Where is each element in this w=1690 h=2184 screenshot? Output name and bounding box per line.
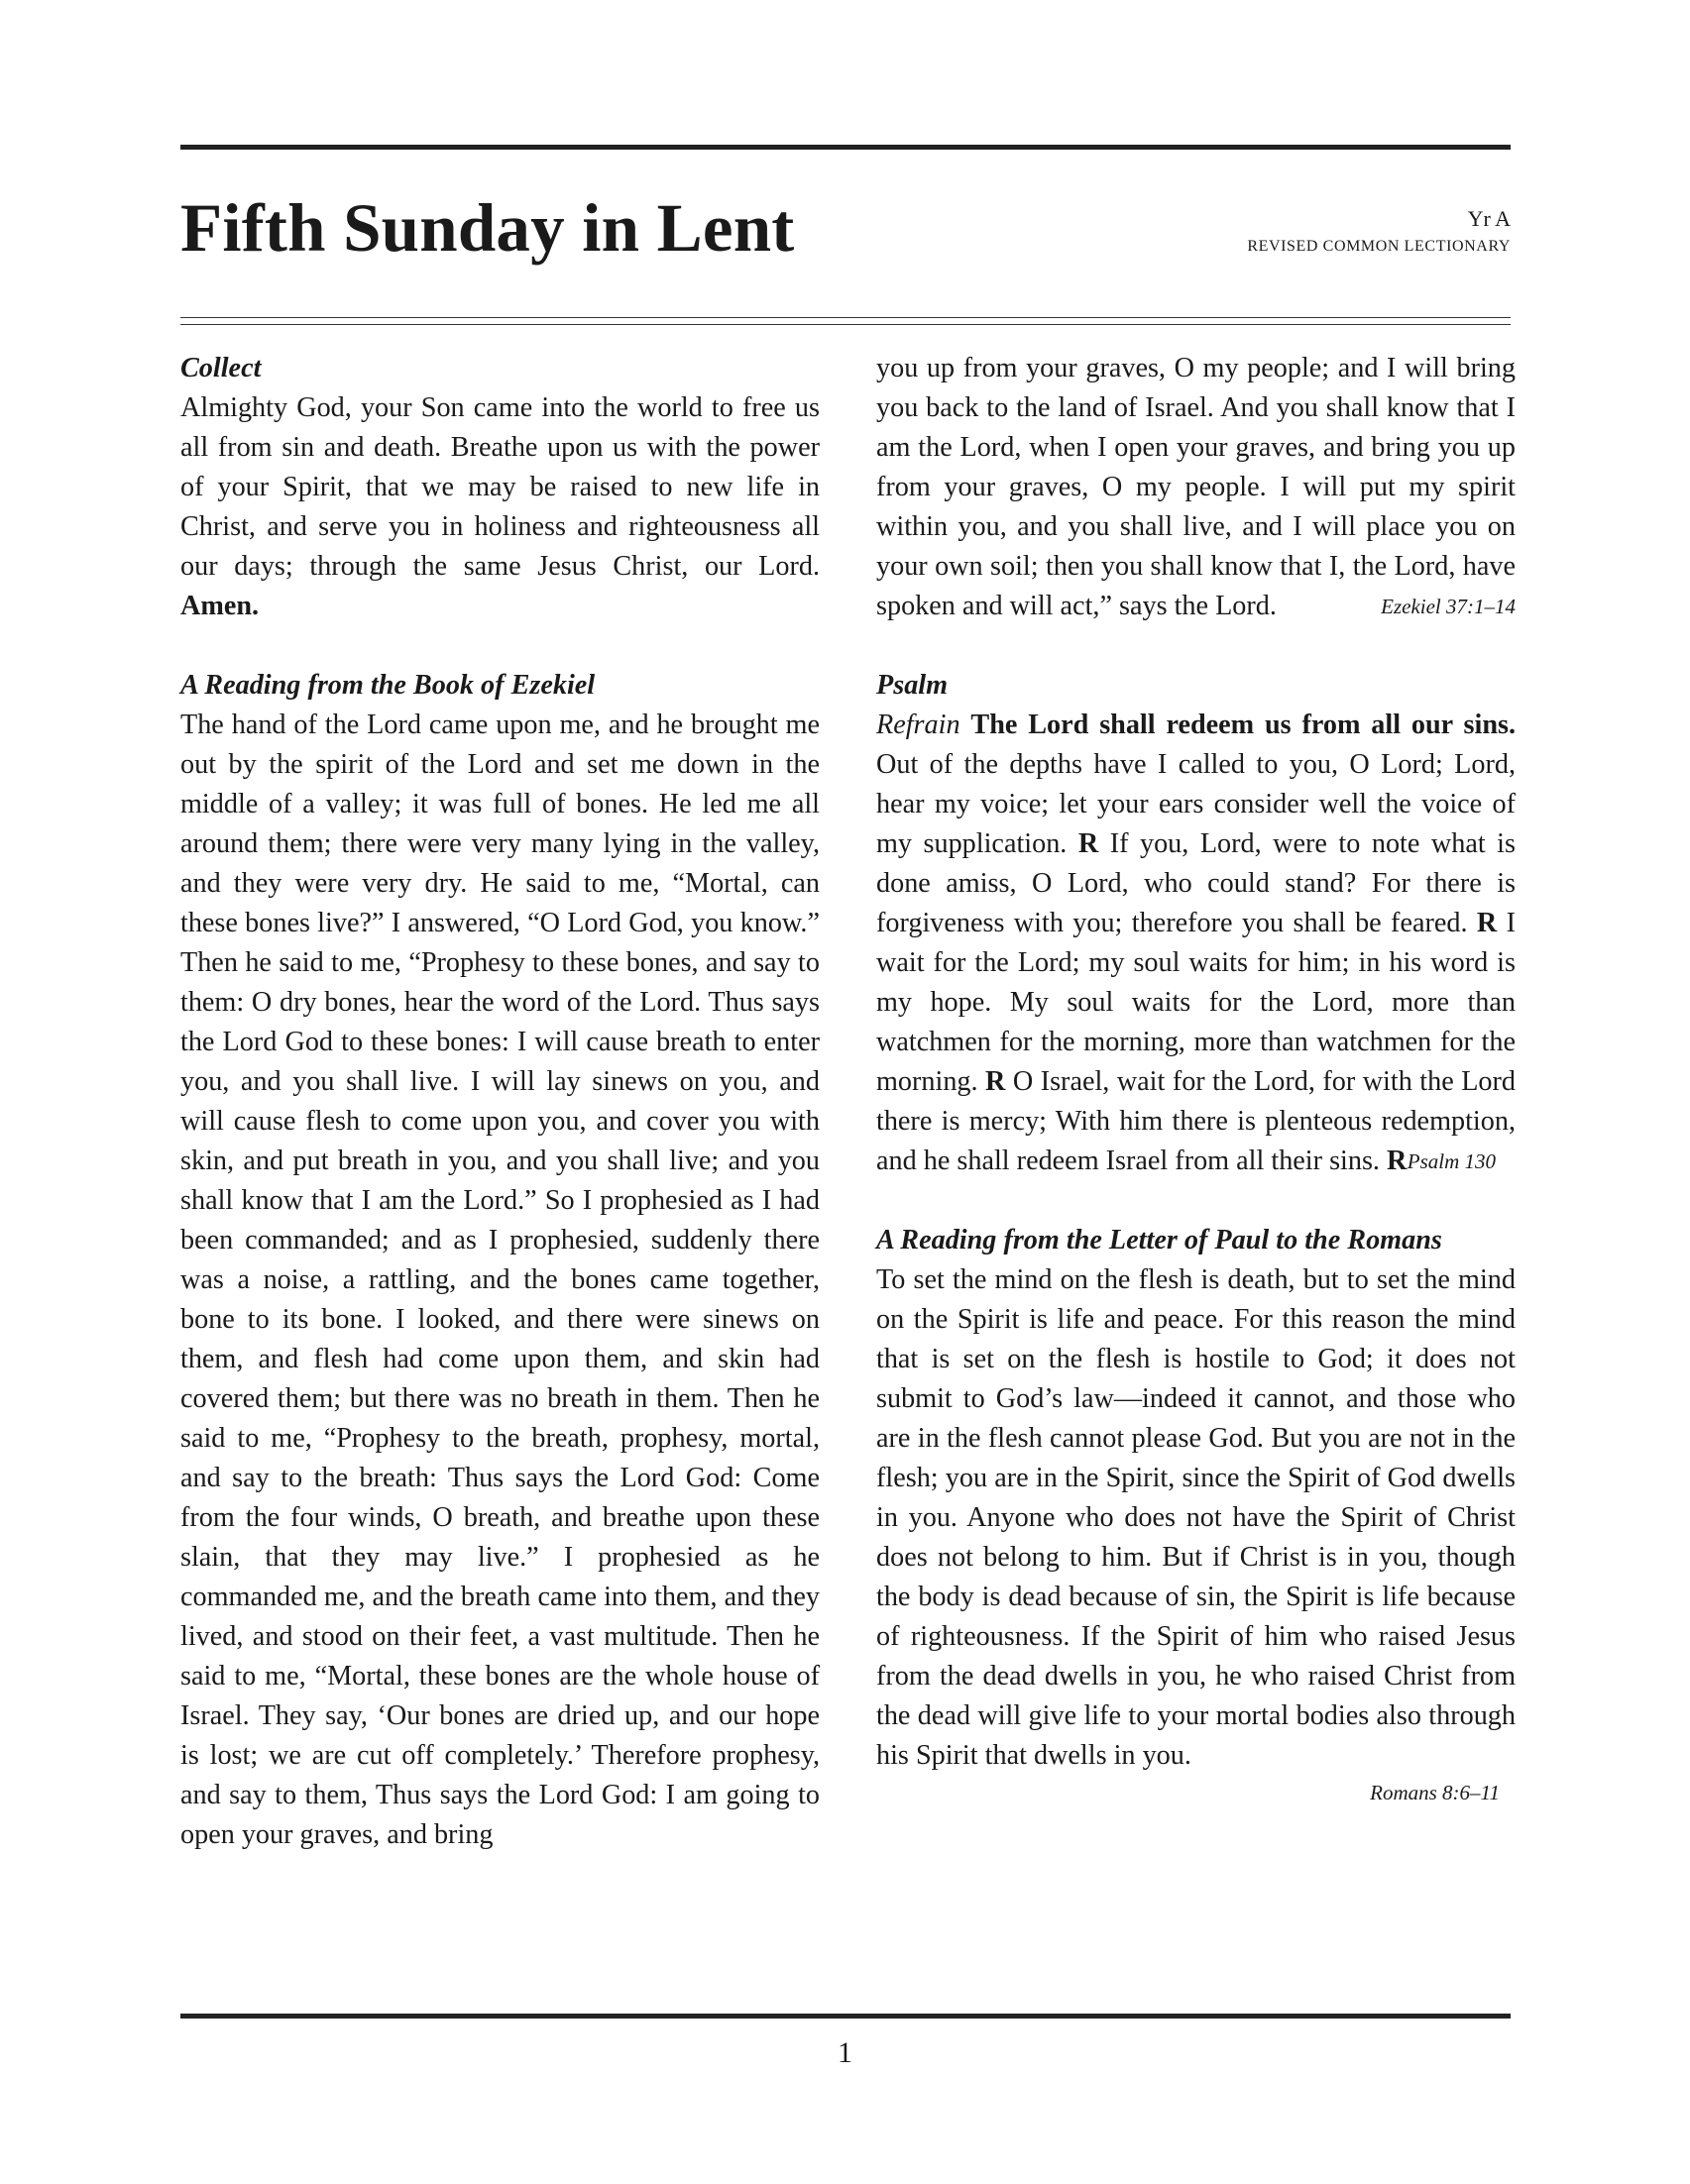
refrain-marker: R (1387, 1146, 1408, 1176)
refrain-marker: R (985, 1066, 1006, 1097)
psalm-heading: Psalm (876, 670, 949, 701)
collect-body: Almighty God, your Son came into the world to free us all from sin and death. Breathe upon us with the power of your Spirit, that we may be raised to new life in Christ, and serve you in holiness and righteousness all our days; through the same Jesus Christ, our Lord. (180, 392, 820, 582)
refrain-marker: R (1476, 908, 1498, 938)
psalm-citation: Psalm 130 (1407, 1149, 1496, 1173)
romans-citation: Romans 8:6–11 (1370, 1781, 1500, 1804)
ezekiel-text-left: The hand of the Lord came upon me, and he brought me out by the spirit of the Lord and set me down in the middle of a valley; it was full of bones. He led me all around them; there were very many lying in the valley, and they were very dry. He said to me, “Mortal, can these bones live?” I answered, “O Lord God, you know.” Then he said to me, “Prophesy to these bones, and say to them: O dry bones, hear the word of the Lord. Thus says the Lord God to these bones: I will cause breath to enter you, and you shall live. I will lay sinews on you, and will cause flesh to come upon you, and cover you with skin, and put breath in you, and you shall live; and you shall know that I am the Lord.” So I prophesied as I had been commanded; and as I prophesied, suddenly there was a noise, a rattling, and the bones came together, bone to its bone. I looked, and there were sinews on them, and flesh had come upon them, and skin had covered them; but there was no breath in them. Then he said to me, “Prophesy to the breath, prophesy, mortal, and say to the breath: Thus says the Lord God: Come from the four winds, O breath, and breathe upon these slain, that they may live.” I prophesied as he commanded me, and the breath came into them, and they lived, and stood on their feet, a vast multitude. Then he said to me, “Mortal, these bones are the whole house of Israel. They say, ‘Our bones are dried up, and our hope is lost; we are cut off completely.’ Therefore prophesy, and say to them, Thus says the Lord God: I am going to open your graves, and bring (180, 710, 820, 1850)
romans-heading: A Reading from the Letter of Paul to the Romans (876, 1225, 1442, 1256)
psalm-verse: I wait for the Lord; my soul waits for him; in his word is my hope. My soul waits for the Lord, more than watchmen for the morning, more than watchmen for the morning. (876, 908, 1516, 1097)
refrain-marker: R (1077, 828, 1099, 859)
page-title: Fifth Sunday in Lent (180, 190, 795, 266)
psalm-verse: Out of the depths have I called to you, O Lord; Lord, hear my voice; let your ears consider well the voice of my supplication. (876, 749, 1516, 859)
collect-heading: Collect (180, 353, 262, 383)
section-gap (876, 1181, 1516, 1221)
psalm-text (876, 706, 1516, 1181)
right-column (876, 349, 1516, 1809)
refrain-text: The Lord shall redeem us from all our sins. (970, 710, 1517, 740)
section-gap (180, 626, 820, 666)
header-double-rule (180, 317, 1511, 325)
bottom-rule (180, 2014, 1511, 2019)
psalm-verse: If you, Lord, were to note what is done amiss, O Lord, who could stand? For there is forgiveness with you; therefore you shall be feared. (876, 828, 1516, 938)
section-gap (876, 626, 1516, 666)
year-label: Yr A (1467, 206, 1511, 231)
ezekiel-text-right (876, 349, 1516, 626)
header-meta (1247, 204, 1511, 260)
collect-amen: Amen. (180, 591, 260, 621)
ezekiel-citation: Ezekiel 37:1–14 (1381, 595, 1516, 618)
top-rule (180, 145, 1511, 150)
romans-text: To set the mind on the flesh is death, but to set the mind on the Spirit is life and peace. For this reason the mind that is set on the flesh is hostile to God; it does not submit to God’s law—indeed it cannot, and those who are in the flesh cannot please God. But you are not in the flesh; you are in the Spirit, since the Spirit of God dwells in you. Anyone who does not have the Spirit of Christ does not belong to him. But if Christ is in you, though the body is dead because of sin, the Spirit is life because of righteousness. If the Spirit of him who raised Jesus from the dead dwells in you, he who raised Christ from the dead will give life to your mortal bodies also through his Spirit that dwells in you. (876, 1264, 1516, 1771)
collect-text (180, 388, 820, 626)
page-number: 1 (838, 2036, 852, 2069)
refrain-label: Refrain (876, 710, 960, 740)
ezekiel-continued: you up from your graves, O my people; and I will bring you back to the land of Israel. And you shall know that I am the Lord, when I open your graves, and bring you up from your graves, O my people. I will put my spirit within you, and you shall live, and I will place you on your own soil; then you shall know that I, the Lord, have spoken and will act,” says the Lord. (876, 353, 1516, 621)
psalm-verse: O Israel, wait for the Lord, for with the Lord there is mercy; With him there is plenteous redemption, and he shall redeem Israel from all their sins. (876, 1066, 1516, 1176)
ezekiel-heading: A Reading from the Book of Ezekiel (180, 670, 596, 701)
lectionary-label: REVISED COMMON LECTIONARY (1247, 238, 1511, 255)
left-column (180, 349, 820, 1855)
